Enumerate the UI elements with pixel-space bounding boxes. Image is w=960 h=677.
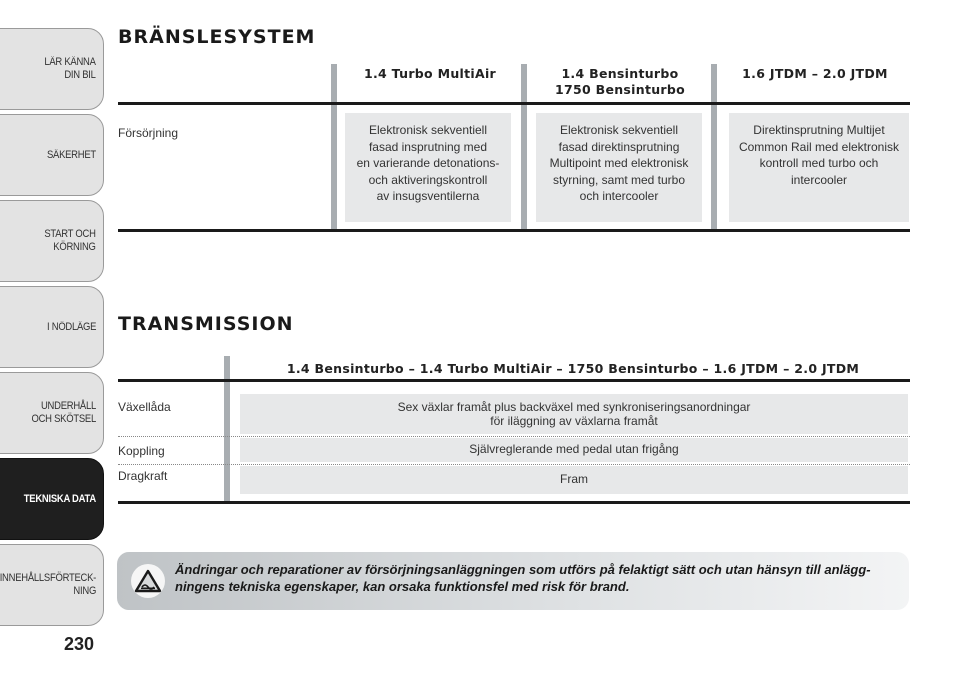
warning-triangle-icon — [131, 564, 165, 598]
tab-tekniska-data[interactable] — [0, 458, 104, 540]
tab-label: START OCH KÖRNING — [44, 228, 96, 253]
table-rule — [118, 379, 910, 382]
transmission-value-cell: Fram — [240, 466, 908, 494]
table-rule — [118, 501, 910, 504]
row-label: Dragkraft — [118, 469, 168, 483]
row-divider — [118, 464, 910, 465]
column-divider — [224, 356, 230, 502]
tab-label: LÄR KÄNNA DIN BIL — [44, 56, 96, 81]
row-divider — [118, 436, 910, 437]
tab-start-och-korning[interactable] — [0, 200, 104, 282]
table-rule — [118, 229, 910, 232]
table-rule — [118, 102, 910, 105]
tab-i-nodlage[interactable] — [0, 286, 104, 368]
fuel-value-cell: Direktinsprutning Multijet Common Rail med elektronisk kontroll med turbo och intercooler — [729, 113, 909, 222]
tab-sakerhet[interactable] — [0, 114, 104, 196]
transmission-section-title: TRANSMISSION — [118, 313, 294, 335]
tab-innehallsforteckning[interactable] — [0, 544, 104, 626]
chapter-tabs — [0, 0, 104, 677]
row-label: Koppling — [118, 444, 165, 458]
transmission-value-cell: Självreglerande med pedal utan frigång — [240, 438, 908, 462]
column-divider — [331, 64, 337, 230]
fuel-column-header: 1.4 Turbo MultiAir — [363, 66, 496, 81]
column-divider — [711, 64, 717, 230]
tab-label: TEKNISKA DATA — [23, 492, 96, 505]
fuel-value-cell: Elektronisk sekventiell fasad direktinsprutning Multipoint med elektronisk styrning, samt med turbo och intercooler — [536, 113, 702, 222]
fuel-section-title: BRÄNSLESYSTEM — [118, 26, 316, 48]
tab-label: INNEHÅLLSFÖRTECK- NING — [0, 572, 96, 597]
tab-label: UNDERHÅLL OCH SKÖTSEL — [31, 400, 96, 425]
tab-label: SÄKERHET — [47, 148, 96, 161]
tab-lar-kanna-din-bil[interactable] — [0, 28, 104, 110]
transmission-column-header: 1.4 Bensinturbo – 1.4 Turbo MultiAir – 1750 Bensinturbo – 1.6 JTDM – 2.0 JTDM — [286, 361, 860, 376]
column-divider — [521, 64, 527, 230]
fuel-value-cell: Elektronisk sekventiell fasad insprutning med en varierande detonations- och aktiveringskontroll av insugsventilerna — [345, 113, 511, 222]
fuel-column-header: 1.6 JTDM – 2.0 JTDM — [742, 66, 888, 81]
tab-label: I NÖDLÄGE — [46, 320, 96, 333]
tab-underhall-och-skotsel[interactable] — [0, 372, 104, 454]
warning-text: Ändringar och reparationer av försörjningsanläggningen som utförs på felaktigt sätt och utan hänsyn till anlägg- ningens tekniska egenskaper, kan orsaka funktionsfel med risk för brand. — [175, 562, 871, 594]
warning-note — [117, 552, 909, 610]
row-label: Växellåda — [118, 400, 171, 414]
transmission-value-cell: Sex växlar framåt plus backväxel med synkroniseringsanordningar för iläggning av växlarna framåt — [240, 394, 908, 434]
fuel-column-header: 1.4 Bensinturbo 1750 Bensinturbo — [554, 66, 686, 97]
page-number: 230 — [64, 634, 95, 654]
row-label: Försörjning — [118, 126, 179, 140]
